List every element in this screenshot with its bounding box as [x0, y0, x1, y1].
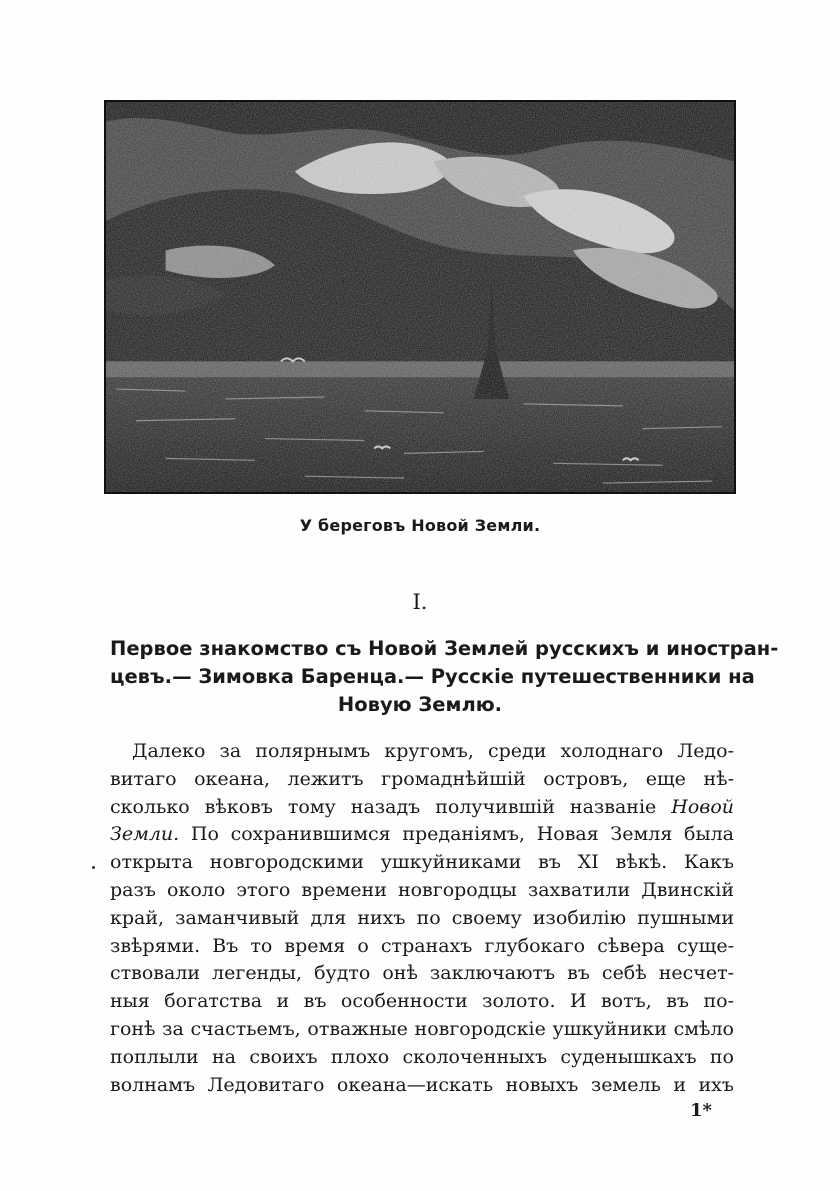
section-title-line: Новую Землю. — [337, 692, 503, 716]
seascape-engraving-icon — [106, 102, 734, 492]
body-line: гонѣ за счастьемъ, отважные новгородскіе ушкуйники смѣло — [110, 1017, 734, 1040]
section-title — [110, 634, 779, 717]
body-line: волнамъ Ледовитаго океана—искать новыхъ земель и ихъ — [110, 1073, 734, 1096]
body-line: звѣрями. Въ то время о странахъ глубокаго сѣвера суще- — [110, 934, 734, 957]
body-line: открыта новгородскими ушкуйниками въ XI вѣкѣ. Какъ — [110, 851, 734, 874]
body-line: сколько вѣковъ тому назадъ получившій названіе Новой — [110, 795, 734, 818]
body-line: Далеко за полярнымъ кругомъ, среди холоднаго Ледо- — [132, 740, 734, 762]
body-line: край, заманчивый для нихъ по своему изобилію пушными — [110, 906, 734, 929]
body-line: Земли. По сохранившимся преданіямъ, Новая Земля была — [110, 823, 734, 846]
print-speck — [92, 866, 95, 869]
body-line: ствовали легенды, будто онѣ заключаютъ въ себѣ несчет- — [110, 962, 734, 985]
illustration-novaya-zemlya-coast — [104, 100, 736, 494]
body-line: поплыли на своихъ плохо сколоченныхъ суденышкахъ по — [110, 1045, 734, 1068]
body-text — [110, 738, 734, 1099]
chapter-number: I. — [412, 590, 428, 614]
section-title-line: Первое знакомство съ Новой Землей русскихъ и иностран- — [110, 637, 779, 660]
signature-mark: 1* — [690, 1100, 712, 1121]
body-line: разъ около этого времени новгородцы захватили Двинскій — [110, 878, 734, 901]
body-line: витаго океана, лежитъ громаднѣйшій островъ, еще нѣ- — [110, 767, 734, 790]
section-title-line: цевъ.— Зимовка Баренца.— Русскіе путешественники на — [110, 664, 755, 688]
illustration-caption: У береговъ Новой Земли. — [299, 516, 541, 535]
body-line: ныя богатства и въ особенности золото. И вотъ, въ по- — [110, 990, 734, 1013]
